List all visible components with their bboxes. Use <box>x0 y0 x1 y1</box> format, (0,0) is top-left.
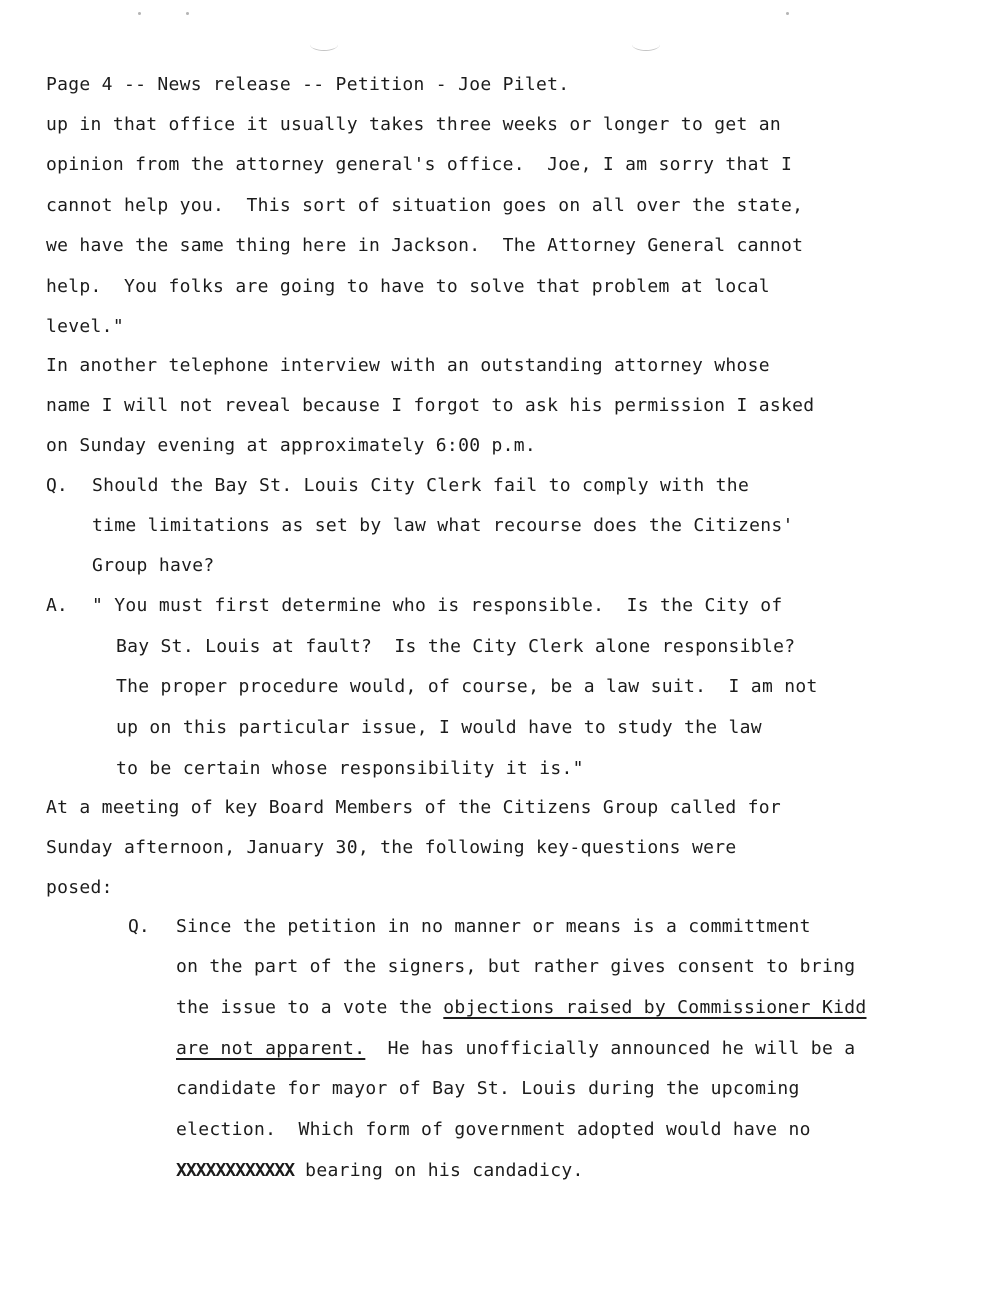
struck-out-text: XXXXXXXXXXXX <box>176 1160 295 1181</box>
question-line: election. Which form of government adopted would have no <box>176 1119 811 1140</box>
question-line: Group have? <box>92 555 215 576</box>
binding-mark <box>310 38 338 51</box>
question-text: He has unofficially announced he will be a <box>365 1038 856 1059</box>
answer-line: up on this particular issue, I would have to study the law <box>116 717 762 738</box>
question-line: Since the petition in no manner or means is a committment <box>176 916 811 937</box>
question-line: Should the Bay St. Louis City Clerk fail to comply with the <box>92 475 750 496</box>
answer-line: " You must first determine who is responsible. Is the City of <box>92 595 783 616</box>
body-line: level." <box>46 316 124 337</box>
body-line: help. You folks are going to have to solve that problem at local <box>46 276 770 297</box>
body-line: opinion from the attorney general's office. Joe, I am sorry that I <box>46 154 793 175</box>
question-label: Q. <box>128 916 150 937</box>
question-line <box>176 1160 584 1182</box>
body-line: At a meeting of key Board Members of the Citizens Group called for <box>46 797 782 818</box>
body-line: we have the same thing here in Jackson. The Attorney General cannot <box>46 235 804 256</box>
body-line: Sunday afternoon, January 30, the following key-questions were <box>46 837 737 858</box>
body-line: In another telephone interview with an outstanding attorney whose <box>46 355 770 376</box>
answer-line: The proper procedure would, of course, be a law suit. I am not <box>116 676 818 697</box>
question-text: bearing on his candadicy. <box>294 1160 584 1181</box>
answer-line: Bay St. Louis at fault? Is the City Clerk alone responsible? <box>116 636 796 657</box>
question-text: the issue to a vote the <box>176 997 444 1018</box>
scan-speck <box>186 12 189 15</box>
question-line <box>176 1038 855 1060</box>
question-line: time limitations as set by law what recourse does the Citizens' <box>92 515 794 536</box>
scan-speck <box>786 12 789 15</box>
underlined-text: are not apparent. <box>176 1038 366 1059</box>
underlined-text: objections raised by Commissioner Kidd <box>443 997 867 1018</box>
question-line: on the part of the signers, but rather gives consent to bring <box>176 956 856 977</box>
body-line: posed: <box>46 877 113 898</box>
page-header: Page 4 -- News release -- Petition - Joe Pilet. <box>46 74 570 95</box>
question-label: Q. <box>46 475 68 496</box>
body-line: up in that office it usually takes three weeks or longer to get an <box>46 114 782 135</box>
answer-line: to be certain whose responsibility it is." <box>116 758 584 779</box>
question-line: candidate for mayor of Bay St. Louis during the upcoming <box>176 1078 800 1099</box>
question-line <box>176 997 867 1019</box>
answer-label: A. <box>46 595 68 616</box>
body-line: cannot help you. This sort of situation goes on all over the state, <box>46 195 804 216</box>
binding-mark <box>632 38 660 51</box>
body-line: name I will not reveal because I forgot to ask his permission I asked <box>46 395 815 416</box>
scan-speck <box>138 12 141 15</box>
body-line: on Sunday evening at approximately 6:00 p.m. <box>46 435 537 456</box>
